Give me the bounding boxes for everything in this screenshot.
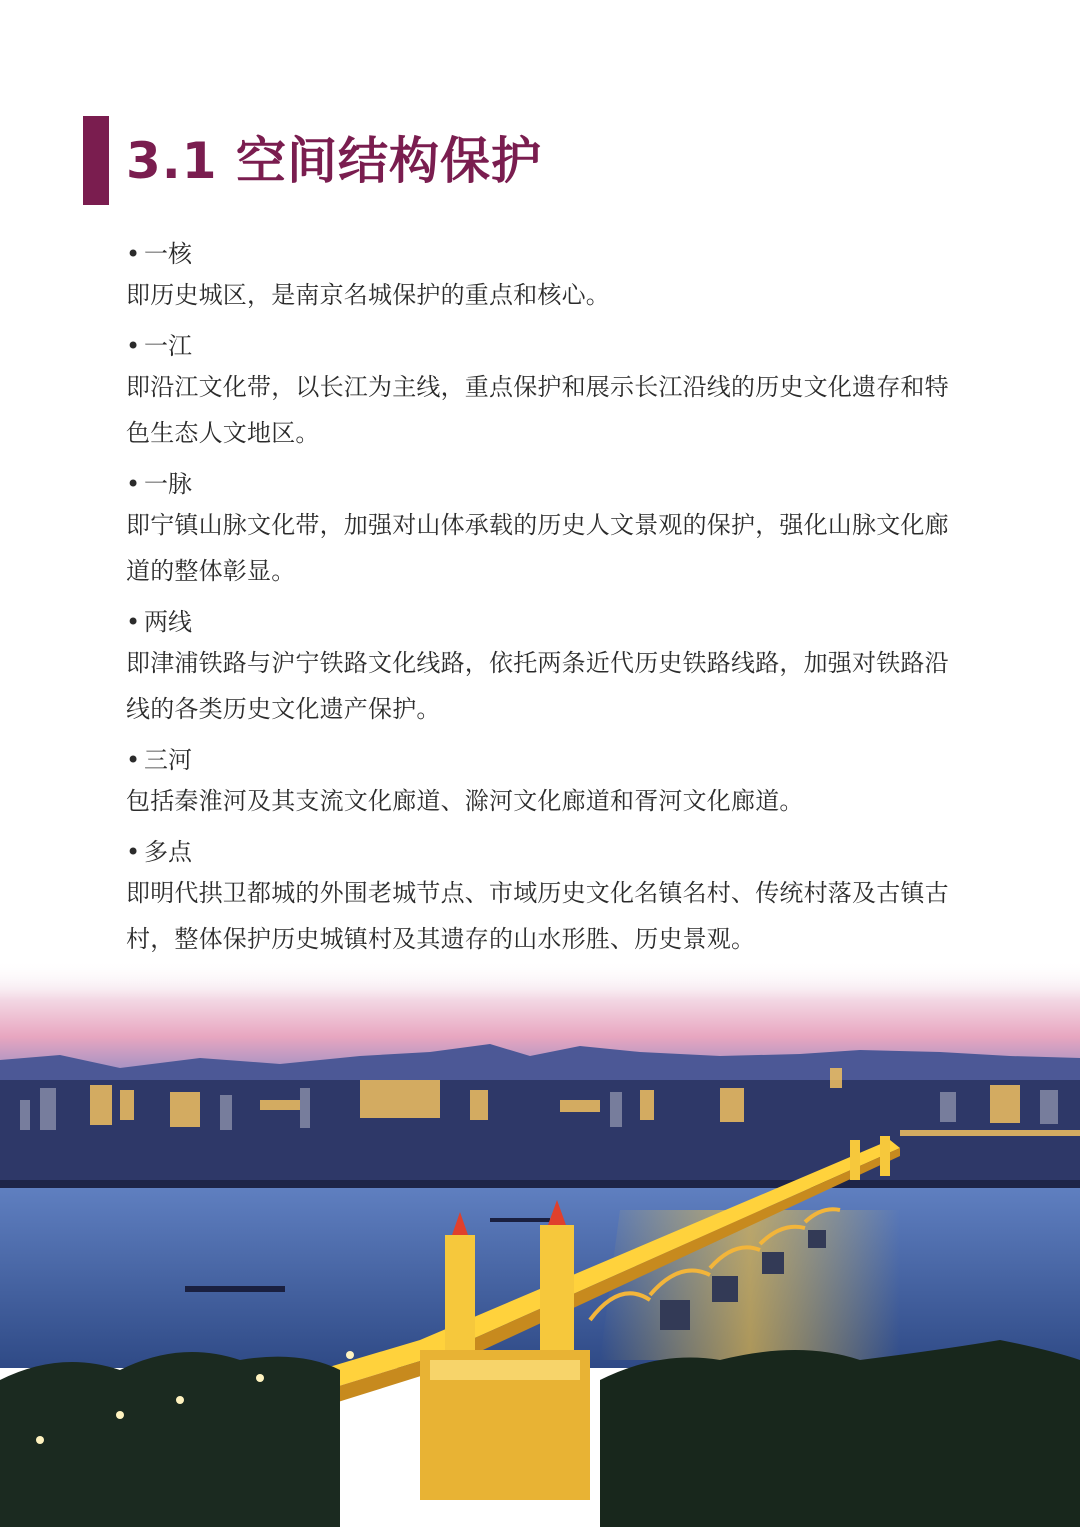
section-heading-text: 一脉 xyxy=(144,470,192,498)
section-heading xyxy=(126,236,960,272)
section-item xyxy=(126,742,960,824)
section-body: 即明代拱卫都城的外围老城节点、市域历史文化名镇名村、传统村落及古镇古村，整体保护历史城镇村及其遗存的山水形胜、历史景观。 xyxy=(126,879,949,953)
section-body: 即津浦铁路与沪宁铁路文化线路，依托两条近代历史铁路线路，加强对铁路沿线的各类历史文化遗产保护。 xyxy=(126,649,949,723)
section-list xyxy=(126,236,960,972)
page-title: 3.1 空间结构保护 xyxy=(126,132,542,190)
bullet-icon: • xyxy=(126,746,141,774)
section-heading-text: 两线 xyxy=(144,608,192,636)
section-heading-text: 一核 xyxy=(144,240,192,268)
section-heading xyxy=(126,466,960,502)
section-heading-text: 三河 xyxy=(144,746,192,774)
section-heading-text: 多点 xyxy=(144,838,192,866)
bridge-night-photo xyxy=(0,960,1080,1527)
bullet-icon: • xyxy=(126,608,141,636)
section-body: 即历史城区，是南京名城保护的重点和核心。 xyxy=(126,281,610,309)
bullet-icon: • xyxy=(126,240,141,268)
section-item xyxy=(126,604,960,732)
section-body: 即沿江文化带，以长江为主线，重点保护和展示长江沿线的历史文化遗存和特色生态人文地区。 xyxy=(126,373,949,447)
section-heading xyxy=(126,742,960,778)
bullet-icon: • xyxy=(126,838,141,866)
section-item xyxy=(126,466,960,594)
bullet-icon: • xyxy=(126,332,141,360)
bridge-night-illustration xyxy=(0,960,1080,1527)
section-heading xyxy=(126,604,960,640)
section-body: 包括秦淮河及其支流文化廊道、滁河文化廊道和胥河文化廊道。 xyxy=(126,787,804,815)
section-body: 即宁镇山脉文化带，加强对山体承载的历史人文景观的保护，强化山脉文化廊道的整体彰显。 xyxy=(126,511,949,585)
title-accent-bar xyxy=(83,116,109,205)
section-item xyxy=(126,834,960,962)
section-item xyxy=(126,328,960,456)
bullet-icon: • xyxy=(126,470,141,498)
section-heading xyxy=(126,328,960,364)
section-heading-text: 一江 xyxy=(144,332,192,360)
section-heading xyxy=(126,834,960,870)
section-item xyxy=(126,236,960,318)
